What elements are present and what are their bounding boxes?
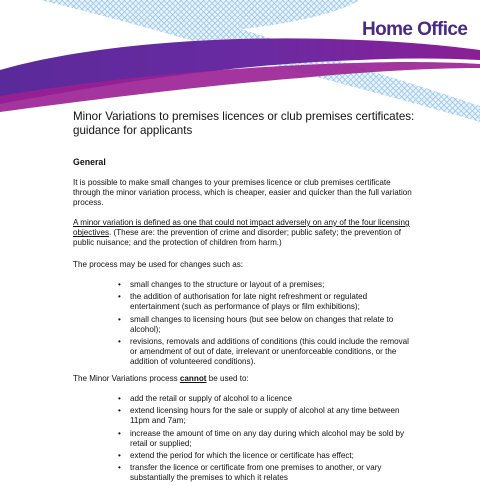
paragraph-process-use: The process may be used for changes such as: [73, 260, 244, 269]
list-item: • extend licensing hours for the sale or supply of alcohol at any time between 11pm and 7am; [118, 406, 400, 426]
bullet-icon: • [118, 292, 121, 302]
list-item: • add the retail or supply of alcohol to a licence [118, 394, 292, 403]
list-item: • extend the period for which the licence or certificate has effect; [118, 451, 354, 461]
bullet-icon: • [118, 337, 121, 347]
list-item: • revisions, removals and additions of conditions (this could include the removal or amendment of out of date, irrelevant or unenforceable conditions, or the addition of volunteered conditions). [118, 337, 409, 367]
list-item: • small changes to licensing hours (but see below on changes that relate to alcohol); [118, 314, 394, 334]
bullet-icon: • [118, 280, 121, 289]
list-item: • increase the amount of time on any day during which alcohol may be sold by retail or supplied; [118, 428, 404, 448]
section-heading-general: General [73, 157, 106, 167]
bullet-icon: • [118, 394, 121, 403]
list-item: • transfer the licence or certificate from one premises to another, or vary substantially the premises to which it relates [118, 463, 382, 483]
definition-underlined-text: A minor variation is defined as one that could not impact adversely on any of the four licensing objectives [73, 218, 410, 238]
paragraph-intro: It is possible to make small changes to your premises licence or club premises certificate through the minor variation process, which is cheaper, easier and quicker than the full variation process. [73, 178, 412, 208]
list-item: • the addition of authorisation for late night refreshment or regulated entertainment (such as performance of plays or film exhibitions); [118, 292, 368, 312]
home-office-logo: Home Office [362, 19, 468, 40]
document-body [73, 110, 418, 483]
bullet-icon: • [118, 428, 121, 438]
cannot-after-text: be used to: [206, 374, 249, 383]
bullet-icon: • [118, 406, 121, 416]
bullet-icon: • [118, 463, 121, 473]
bullet-icon: • [118, 314, 121, 324]
cannot-emphasis: cannot [179, 374, 207, 383]
allowed-changes-list [118, 280, 415, 370]
cannot-intro-text: The Minor Variations process [73, 374, 180, 383]
bullet-icon: • [118, 451, 121, 461]
disallowed-changes-list [118, 394, 415, 486]
definition-rest-text: . (These are: the prevention of crime and disorder; public safety; the prevention of public nuisance; and the protection of children from harm.) [73, 228, 401, 248]
paragraph-definition [73, 218, 418, 249]
paragraph-cannot-use [73, 374, 418, 384]
document-title: Minor Variations to premises licences or club premises certificates: guidance for applicants [73, 110, 415, 137]
list-item: • small changes to the structure or layout of a premises; [118, 280, 325, 289]
